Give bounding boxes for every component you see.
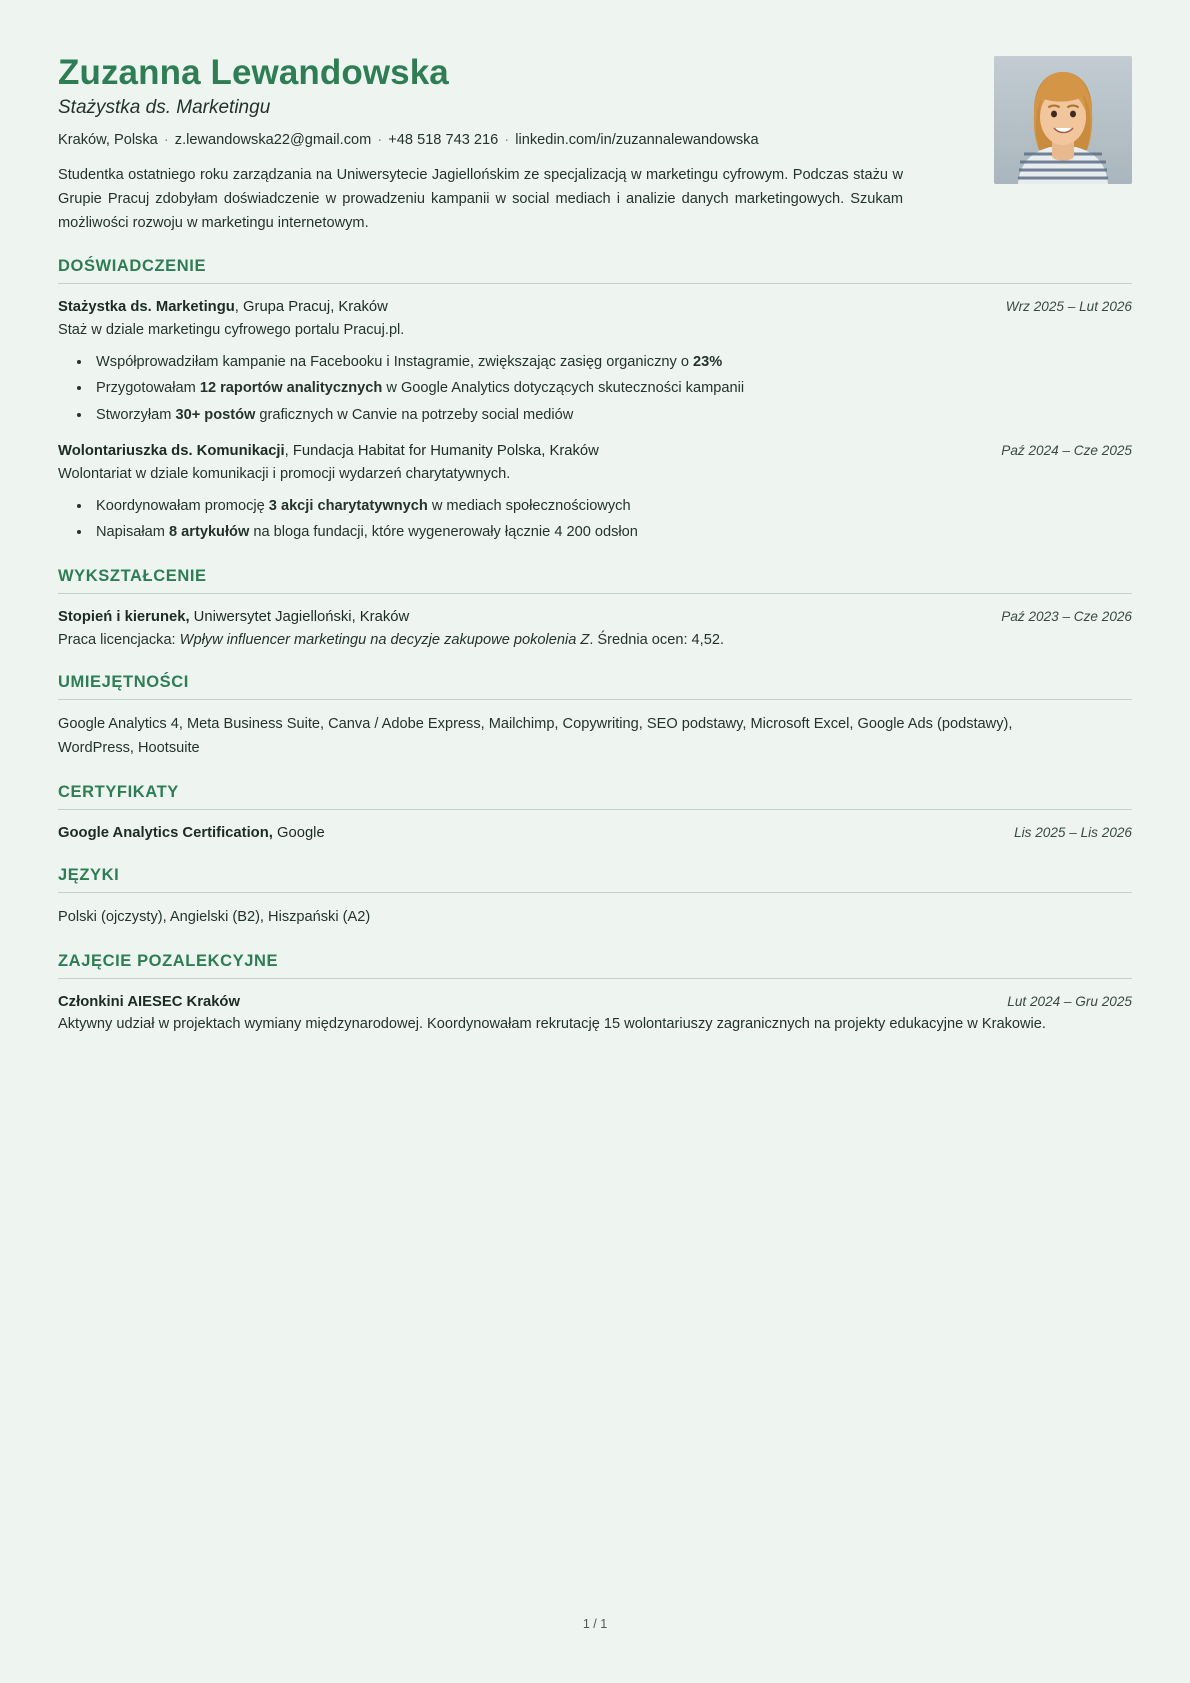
profile-summary: Studentka ostatniego roku zarządzania na Uniwersytecie Jagiellońskim ze specjalizacją w marketingu cyfrowym. Podczas stażu w Grupie Pracuj zdobyłam doświadczenie w prowadzeniu kampanii w social mediach i analizie danych marketingowych. Szukam możliwości rozwoju w marketingu internetowym. — [58, 167, 903, 231]
skills-list: Google Analytics 4, Meta Business Suite, Canva / Adobe Express, Mailchimp, Copywriting, SEO podstawy, Microsoft Excel, Google Ads (podstawy), WordPress, Hootsuite — [58, 716, 1013, 757]
contact-separator-2: · — [373, 132, 387, 149]
entry-date: Paź 2023 – Cze 2026 — [1001, 609, 1132, 625]
section-skills — [58, 673, 1132, 760]
entry-role: Stażystka ds. Marketingu — [58, 299, 235, 316]
page-footer — [0, 1617, 1190, 1631]
section-divider — [58, 593, 1132, 594]
section-title-education: WYKSZTAŁCENIE — [58, 567, 207, 586]
extracurricular-entry — [58, 992, 1132, 1036]
portrait-photo-icon — [994, 56, 1132, 184]
bullet-text-pre: Koordynowałam promocję — [96, 497, 269, 514]
entry-date: Wrz 2025 – Lut 2026 — [1005, 299, 1132, 315]
header-text-block — [58, 52, 903, 235]
bullet-text-post: w Google Analytics dotyczących skuteczności kampanii — [382, 380, 745, 397]
thesis-grade: . Średnia ocen: 4,52. — [589, 631, 725, 648]
thesis-title: Wpływ influencer marketingu na decyzje zakupowe pokolenia Z — [179, 631, 590, 648]
contact-email[interactable]: z.lewandowska22@gmail.com — [174, 132, 372, 149]
thesis-label: Praca licencjacka: — [58, 631, 180, 648]
bullet-text-pre: Współprowadziłam kampanie na Facebooku i Instagramie, zwiększając zasięg organiczny o — [96, 353, 694, 370]
bullet-text-strong: 23% — [693, 353, 723, 370]
activity-name: Członkini AIESEC Kraków — [58, 993, 240, 1010]
entry-title — [58, 607, 409, 628]
entry-header — [58, 823, 1132, 844]
bullet-text-strong: 8 artykułów — [169, 524, 250, 541]
entry-header — [58, 607, 1132, 628]
section-title-experience: DOŚWIADCZENIE — [58, 257, 207, 276]
section-title-languages: JĘZYKI — [58, 866, 120, 885]
entry-thesis — [58, 630, 1132, 652]
entry-date: Paź 2024 – Cze 2025 — [1001, 443, 1132, 459]
section-experience — [58, 257, 1132, 545]
entry-title — [58, 297, 388, 318]
experience-entry — [58, 297, 1132, 427]
bullet-text-strong: 12 raportów analitycznych — [199, 380, 383, 397]
section-divider — [58, 978, 1132, 979]
entry-subtitle: Staż w dziale marketingu cyfrowego portalu Pracuj.pl. — [58, 321, 405, 338]
certificate-issuer: Google — [272, 824, 325, 841]
job-title: Stażystka ds. Marketingu — [58, 97, 271, 119]
contact-separator-3: · — [500, 132, 514, 149]
section-divider — [58, 699, 1132, 700]
section-languages — [58, 866, 1132, 930]
entry-header — [58, 297, 1132, 318]
contact-phone[interactable]: +48 518 743 216 — [388, 132, 499, 149]
activity-description: Aktywny udział w projektach wymiany międzynarodowej. Koordynowałam rekrutację 15 wolontariuszy zagranicznych na projekty edukacyjne w Krakowie. — [58, 1016, 1046, 1033]
bullet-text-post: w mediach społecznościowych — [427, 497, 631, 514]
entry-company: , Grupa Pracuj, Kraków — [234, 299, 388, 316]
languages-list: Polski (ojczysty), Angielski (B2), Hiszpański (A2) — [58, 909, 371, 926]
entry-title — [58, 992, 240, 1013]
certificate-entry — [58, 823, 1132, 844]
education-entry — [58, 607, 1132, 651]
entry-header — [58, 992, 1132, 1013]
entry-bullet-list — [58, 495, 1132, 545]
bullet-text-strong: 30+ postów — [175, 406, 256, 423]
entry-company: , Fundacja Habitat for Humanity Polska, Kraków — [284, 443, 599, 460]
list-item — [92, 495, 1132, 519]
entry-subtitle: Wolontariat w dziale komunikacji i promocji wydarzeń charytatywnych. — [58, 465, 511, 482]
contact-line — [58, 130, 903, 151]
bullet-text-pre: Przygotowałam — [96, 380, 200, 397]
section-education — [58, 567, 1132, 651]
entry-title — [58, 823, 325, 844]
bullet-text-pre: Stworzyłam — [96, 406, 176, 423]
section-extracurricular — [58, 952, 1132, 1036]
list-item — [92, 377, 1132, 401]
entry-header — [58, 441, 1132, 462]
list-item — [92, 521, 1132, 545]
bullet-text-post: na bloga fundacji, które wygenerowały łącznie 4 200 odsłon — [249, 524, 638, 541]
contact-location: Kraków, Polska — [58, 132, 158, 149]
contact-linkedin[interactable]: linkedin.com/in/zuzannalewandowska — [515, 132, 759, 149]
avatar — [994, 56, 1132, 184]
section-title-extracurricular: ZAJĘCIE POZALEKCYJNE — [58, 951, 279, 970]
entry-school: Uniwersytet Jagielloński, Kraków — [189, 609, 410, 626]
page-indicator: 1 / 1 — [582, 1617, 608, 1631]
list-item — [92, 351, 1132, 375]
entry-bullet-list — [58, 351, 1132, 428]
entry-title — [58, 441, 599, 462]
entry-date: Lut 2024 – Gru 2025 — [1007, 993, 1132, 1009]
entry-role: Wolontariuszka ds. Komunikacji — [58, 443, 285, 460]
section-title-skills: UMIEJĘTNOŚCI — [58, 673, 189, 692]
entry-degree: Stopień i kierunek, — [58, 609, 190, 626]
section-title-certificates: CERTYFIKATY — [58, 782, 179, 801]
section-divider — [58, 283, 1132, 284]
experience-entry — [58, 441, 1132, 545]
entry-date: Lis 2025 – Lis 2026 — [1014, 824, 1132, 840]
list-item — [92, 404, 1132, 428]
bullet-text-strong: 3 akcji charytatywnych — [268, 497, 428, 514]
bullet-text-post: graficznych w Canvie na potrzeby social mediów — [255, 406, 574, 423]
section-divider — [58, 892, 1132, 893]
bullet-text-pre: Napisałam — [96, 524, 169, 541]
section-certificates — [58, 783, 1132, 844]
section-divider — [58, 809, 1132, 810]
page-title: Zuzanna Lewandowska — [58, 53, 449, 92]
certificate-name: Google Analytics Certification, — [58, 824, 273, 841]
contact-separator-1: · — [159, 132, 173, 149]
resume-header — [58, 52, 1132, 235]
